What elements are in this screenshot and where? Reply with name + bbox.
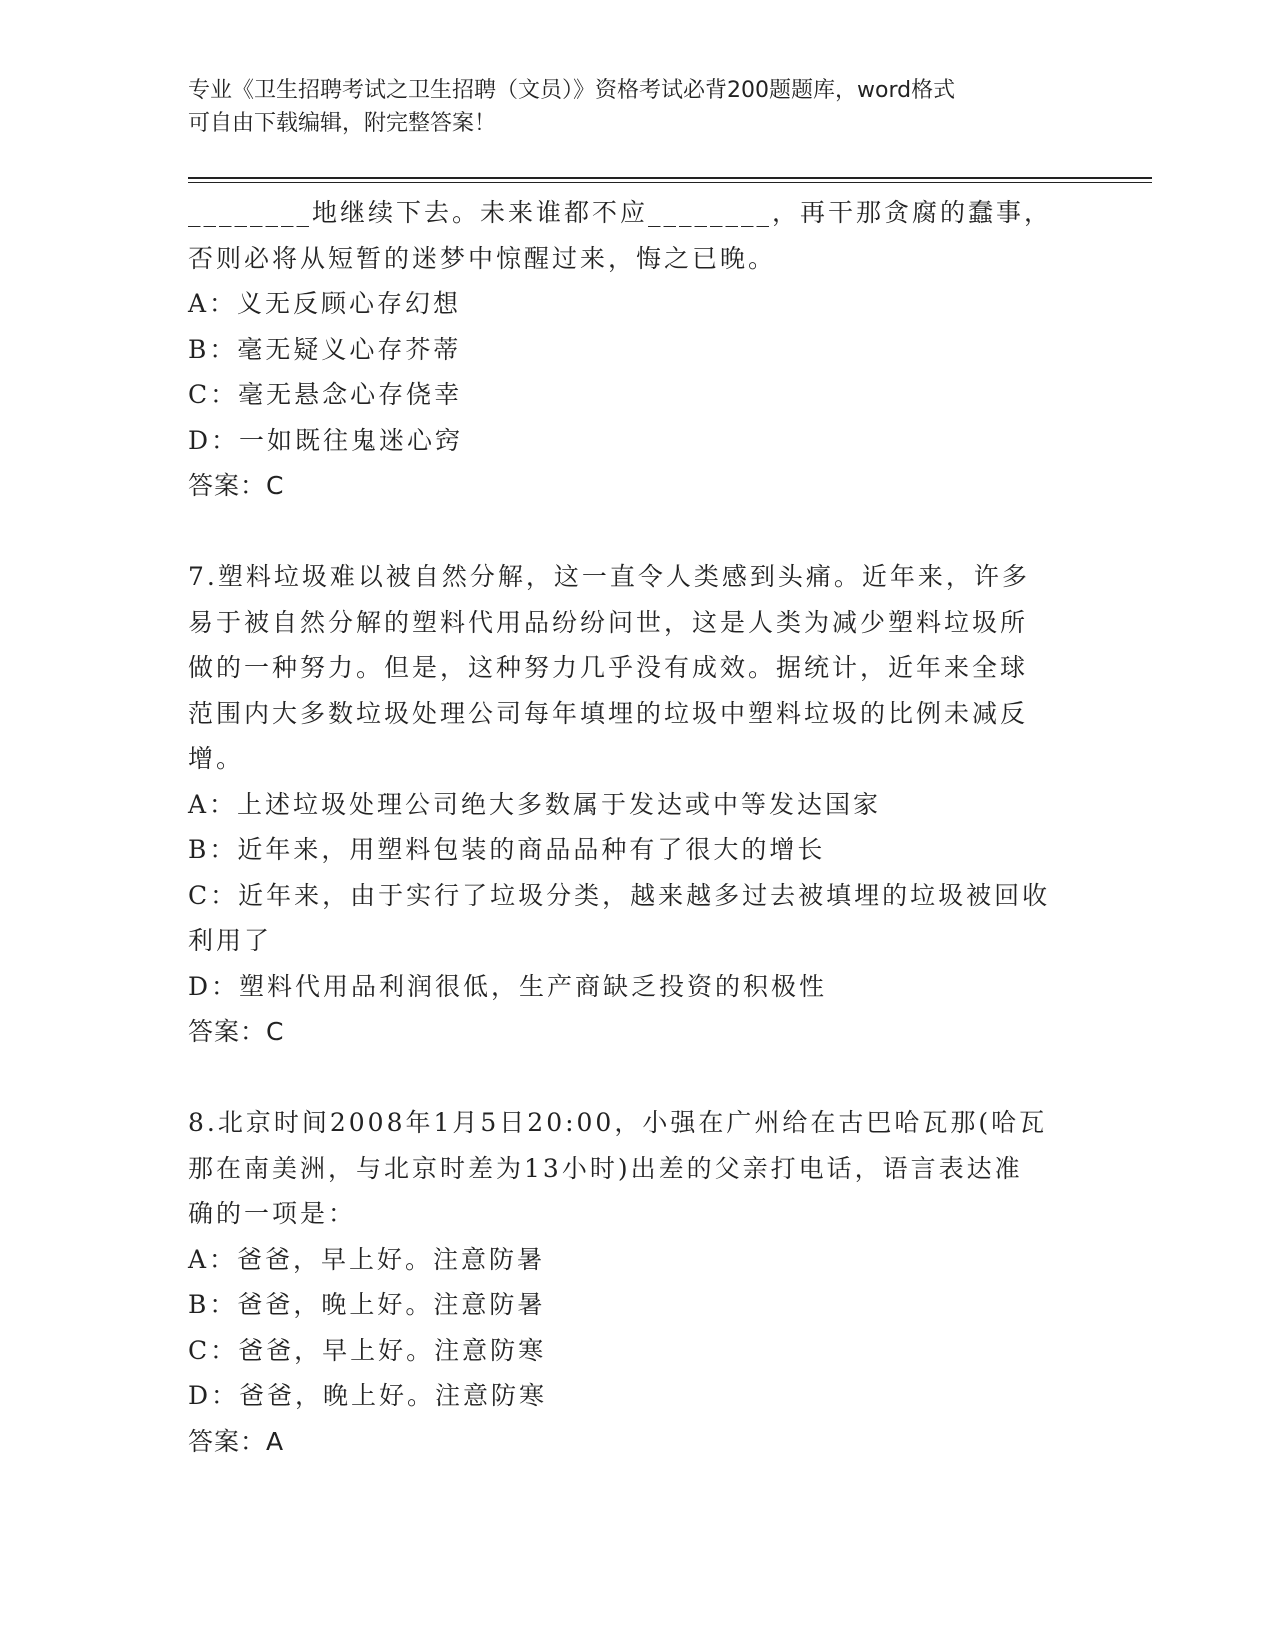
header-title-line-2: 可自由下载编辑，附完整答案！	[188, 111, 497, 136]
option-d: D：塑料代用品利润很低，生产商缺乏投资的积极性	[188, 971, 828, 1001]
option-d: D：一如既往鬼迷心窍	[188, 425, 464, 455]
option-d: D：爸爸，晚上好。注意防寒	[188, 1381, 548, 1410]
header-divider-thick	[188, 177, 1152, 179]
question-8	[188, 1100, 1088, 1464]
option-c: C：毫无悬念心存侥幸	[188, 380, 463, 409]
answer-label: 答案：C	[188, 1017, 285, 1046]
answer-label: 答案：C	[188, 471, 285, 500]
question-stem-line: 易于被自然分解的塑料代用品纷纷问世，这是人类为减少塑料垃圾所	[188, 607, 1029, 637]
option-a: A：爸爸，早上好。注意防暑	[188, 1244, 546, 1274]
document-body	[188, 190, 1088, 1464]
header-divider-thin	[188, 182, 1152, 183]
question-spacer	[188, 509, 1088, 555]
question-7	[188, 554, 1088, 1055]
question-stem-line: 7.塑料垃圾难以被自然分解，这一直令人类感到头痛。近年来，许多	[188, 562, 1030, 591]
question-6	[188, 190, 1088, 509]
option-c: C：爸爸，早上好。注意防寒	[188, 1335, 547, 1365]
option-b: B：毫无疑义心存芥蒂	[188, 334, 462, 364]
question-stem-line: 增。	[188, 744, 245, 773]
option-b: B：爸爸，晚上好。注意防暑	[188, 1290, 546, 1319]
question-stem-line: 做的一种努力。但是，这种努力几乎没有成效。据统计，近年来全球	[188, 653, 1029, 682]
question-stem-line: 否则必将从短暂的迷梦中惊醒过来，悔之已晚。	[188, 243, 777, 273]
page-header	[188, 74, 1088, 140]
option-a: A：义无反顾心存幻想	[188, 289, 462, 318]
question-spacer	[188, 1055, 1088, 1101]
question-stem-line: ________地继续下去。未来谁都不应________，再干那贪腐的蠢事，	[188, 198, 1053, 227]
option-a: A：上述垃圾处理公司绝大多数属于发达或中等发达国家	[188, 789, 882, 819]
option-b: B：近年来，用塑料包装的商品品种有了很大的增长	[188, 835, 826, 864]
option-c-continued: 利用了	[188, 926, 273, 955]
answer-label: 答案：A	[188, 1426, 285, 1456]
question-stem-line: 范围内大多数垃圾处理公司每年填埋的垃圾中塑料垃圾的比例未减反	[188, 698, 1029, 728]
option-c: C：近年来，由于实行了垃圾分类，越来越多过去被填埋的垃圾被回收	[188, 880, 1051, 910]
question-stem-line: 8.北京时间2008年1月5日20:00，小强在广州给在古巴哈瓦那(哈瓦	[188, 1108, 1048, 1137]
header-title-line-1: 专业《卫生招聘考试之卫生招聘（文员）》资格考试必背200题题库，word格式	[188, 78, 956, 103]
question-stem-line: 那在南美洲，与北京时差为13小时)出差的父亲打电话，语言表达准	[188, 1153, 1023, 1183]
question-stem-line: 确的一项是：	[188, 1199, 357, 1228]
